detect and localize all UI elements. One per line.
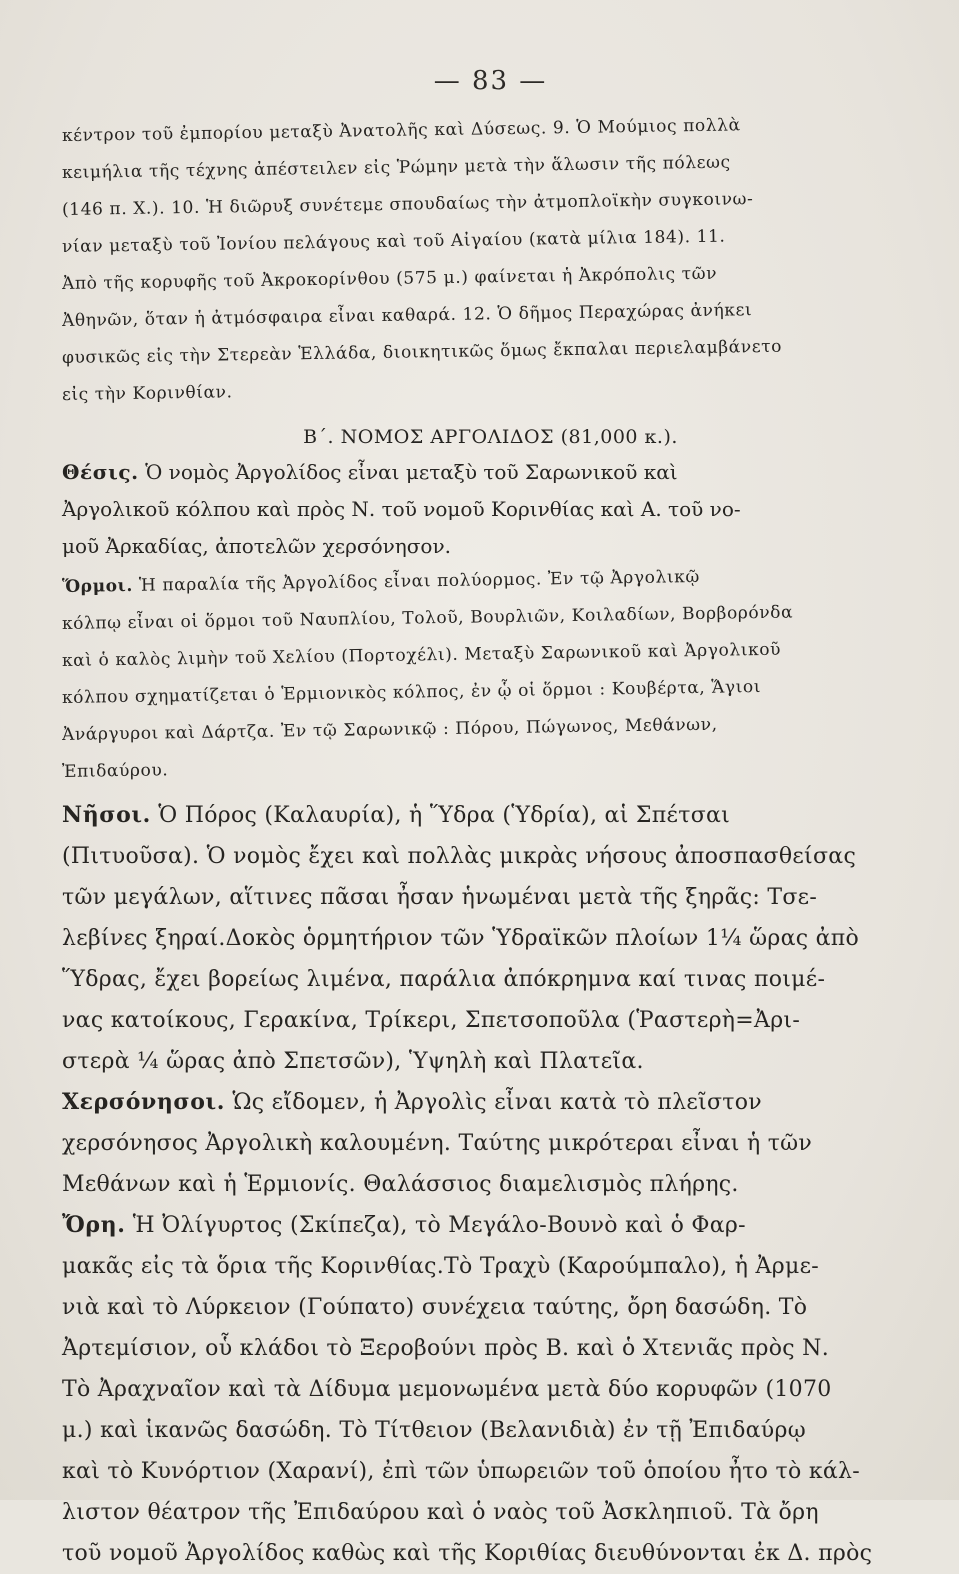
text-line	[62, 1082, 919, 1123]
mountains-line: Ἡ Ὀλίγυρτος (Σκίπεζα), τὸ Μεγάλο-Βουνὸ καὶ ὁ Φαρ-	[132, 1213, 746, 1238]
text-line: χερσόνησος Ἀργολικὴ καλουμένη. Ταύτης μικρότεραι εἶναι ἡ τῶν	[62, 1131, 813, 1156]
text-line	[62, 454, 919, 491]
text-line: Μεθάνων καὶ ἡ Ἑρμιονίς. Θαλάσσιος διαμελισμὸς πλήρης.	[62, 1172, 739, 1197]
text-line: κέντρον τοῦ ἐμπορίου μεταξὺ Ἀνατολῆς καὶ Δύσεως. 9. Ὁ Μούμιος πολλὰ	[61, 115, 741, 146]
islands-paragraph	[62, 795, 919, 1082]
text-line: λιστον θέατρον τῆς Ἐπιδαύρου καὶ ὁ ναὸς τοῦ Ἀσκληπιοῦ. Τὰ ὄρη	[62, 1500, 819, 1525]
text-line: νας κατοίκους, Γερακίνα, Τρίκερι, Σπετσοποῦλα (Ῥαστερὴ=Ἀρι-	[62, 1008, 801, 1033]
harbors-line: Ἡ παραλία τῆς Ἀργολίδος εἶναι πολύορμος. Ἐν τῷ Ἀργολικῷ	[138, 566, 701, 596]
text-line: Ἀργολικοῦ κόλπου καὶ πρὸς Ν. τοῦ νομοῦ Κορινθίας καὶ Α. τοῦ νο-	[62, 497, 741, 521]
text-line: κόλπου σχηματίζεται ὁ Ἑρμιονικὸς κόλπος, ἐν ᾧ οἱ ὅρμοι : Κουβέρτα, Ἅγιοι	[61, 677, 762, 708]
text-line: καὶ τὸ Κυνόρτιον (Χαρανί), ἐπὶ τῶν ὑπωρειῶν τοῦ ὁποίου ἦτο τὸ κάλ-	[62, 1459, 861, 1484]
mountains-heading: Ὄρη.	[62, 1212, 126, 1238]
text-line	[62, 1205, 919, 1246]
page-number: — 83 —	[433, 66, 548, 96]
text-line: μοῦ Ἀρκαδίας, ἀποτελῶν χερσόνησον.	[62, 534, 451, 558]
peninsulas-heading: Χερσόνησοι.	[62, 1089, 226, 1115]
text-line: Ἀθηνῶν, ὅταν ἡ ἀτμόσφαιρα εἶναι καθαρά. 12. Ὁ δῆμος Περαχώρας ἀνήκει	[61, 300, 753, 331]
islands-heading: Νῆσοι.	[62, 802, 151, 828]
intro-paragraph	[61, 115, 919, 414]
text-line: τῶν μεγάλων, αἵτινες πᾶσαι ἦσαν ἡνωμέναι μετὰ τῆς ξηρᾶς: Τσε-	[62, 885, 818, 910]
text-line: μακᾶς εἰς τὰ ὅρια τῆς Κορινθίας.Τὸ Τραχὺ (Καρούμπαλο), ἡ Ἀρμε-	[62, 1254, 820, 1279]
text-line: νιὰ καὶ τὸ Λύρκειον (Γούπατο) συνέχεια ταύτης, ὄρη δασώδη. Τὸ	[62, 1295, 808, 1320]
peninsulas-line: Ὡς εἴδομεν, ἡ Ἀργολὶς εἶναι κατὰ τὸ πλεῖστον	[232, 1090, 762, 1115]
text-line	[62, 795, 919, 836]
harbors-paragraph	[61, 566, 919, 791]
text-line: μ.) καὶ ἱκανῶς δασώδη. Τὸ Τίτθειον (Βελανιδιὰ) ἐν τῇ Ἐπιδαύρῳ	[62, 1418, 806, 1443]
text-line: κόλπῳ εἶναι οἱ ὅρμοι τοῦ Ναυπλίου, Τολοῦ, Βουρλιῶν, Κοιλαδίων, Βορβορόνδα	[61, 602, 794, 634]
peninsulas-paragraph	[62, 1082, 919, 1205]
text-line: φυσικῶς εἰς τὴν Στερεὰν Ἑλλάδα, διοικητικῶς ὅμως ἔκπαλαι περιελαμβάνετο	[61, 336, 783, 368]
text-line: Ὕδρας, ἔχει βορείως λιμένα, παράλια ἀπόκρημνα καί τινας ποιμέ-	[62, 967, 826, 992]
text-line: Ἀνάργυροι καὶ Δάρτζα. Ἐν τῷ Σαρωνικῷ : Πόρου, Πώγωνος, Μεθάνων,	[61, 714, 718, 745]
text-line: Τὸ Ἀραχναῖον καὶ τὰ Δίδυμα μεμονωμένα μετὰ δύο κορυφῶν (1070	[62, 1377, 832, 1402]
text-line: Ἀρτεμίσιον, οὗ κλάδοι τὸ Ξεροβούνι πρὸς Β. καὶ ὁ Χτενιᾶς πρὸς Ν.	[62, 1336, 829, 1361]
text-line: (Πιτυοῦσα). Ὁ νομὸς ἔχει καὶ πολλὰς μικρὰς νήσους ἀποσπασθείσας	[62, 844, 857, 869]
islands-line: Ὁ Πόρος (Καλαυρία), ἡ Ὕδρα (Ὑδρία), αἱ Σπέτσαι	[158, 803, 731, 828]
text-line: εἰς τὴν Κορινθίαν.	[61, 382, 233, 405]
thesis-line: Ὁ νομὸς Ἀργολίδος εἶναι μεταξὺ τοῦ Σαρωνικοῦ καὶ	[145, 460, 678, 484]
mountains-paragraph	[62, 1205, 919, 1574]
text-line: στερὰ ¼ ὥρας ἀπὸ Σπετσῶν), Ὑψηλὴ καὶ Πλατεῖα.	[62, 1049, 644, 1074]
text-line: καὶ ὁ καλὸς λιμὴν τοῦ Χελίου (Πορτοχέλι). Μεταξὺ Σαρωνικοῦ καὶ Ἀργολικοῦ	[61, 639, 782, 671]
text-line: (146 π. Χ.). 10. Ἡ διῶρυξ συνέτεμε σπουδαίως τὴν ἀτμοπλοϊκὴν συγκοινω-	[61, 189, 754, 220]
text-line: νίαν μεταξὺ τοῦ Ἰονίου πελάγους καὶ τοῦ Αἰγαίου (κατὰ μίλια 184). 11.	[61, 226, 726, 257]
harbors-heading: Ὅρμοι.	[61, 575, 134, 597]
text-line: Ἐπιδαύρου.	[61, 760, 169, 782]
text-line: τοῦ νομοῦ Ἀργολίδος καθὼς καὶ τῆς Κοριθίας διευθύνονται ἐκ Δ. πρὸς	[62, 1541, 873, 1566]
thesis-paragraph	[62, 454, 919, 565]
text-line: κειμήλια τῆς τέχνης ἀπέστειλεν εἰς Ῥώμην μετὰ τὴν ἅλωσιν τῆς πόλεως	[61, 152, 731, 183]
text-line: λεβίνες ξηραί.Δοκὸς ὁρμητήριον τῶν Ὑδραϊκῶν πλοίων 1¼ ὥρας ἀπὸ	[62, 926, 860, 951]
text-line: Ἀπὸ τῆς κορυφῆς τοῦ Ἀκροκορίνθου (575 μ.) φαίνεται ἡ Ἀκρόπολις τῶν	[61, 263, 718, 294]
section-title: Β΄. ΝΟΜΟΣ ΑΡΓΟΛΙΔΟΣ (81,000 κ.).	[303, 426, 678, 448]
thesis-heading: Θέσις.	[62, 460, 139, 484]
